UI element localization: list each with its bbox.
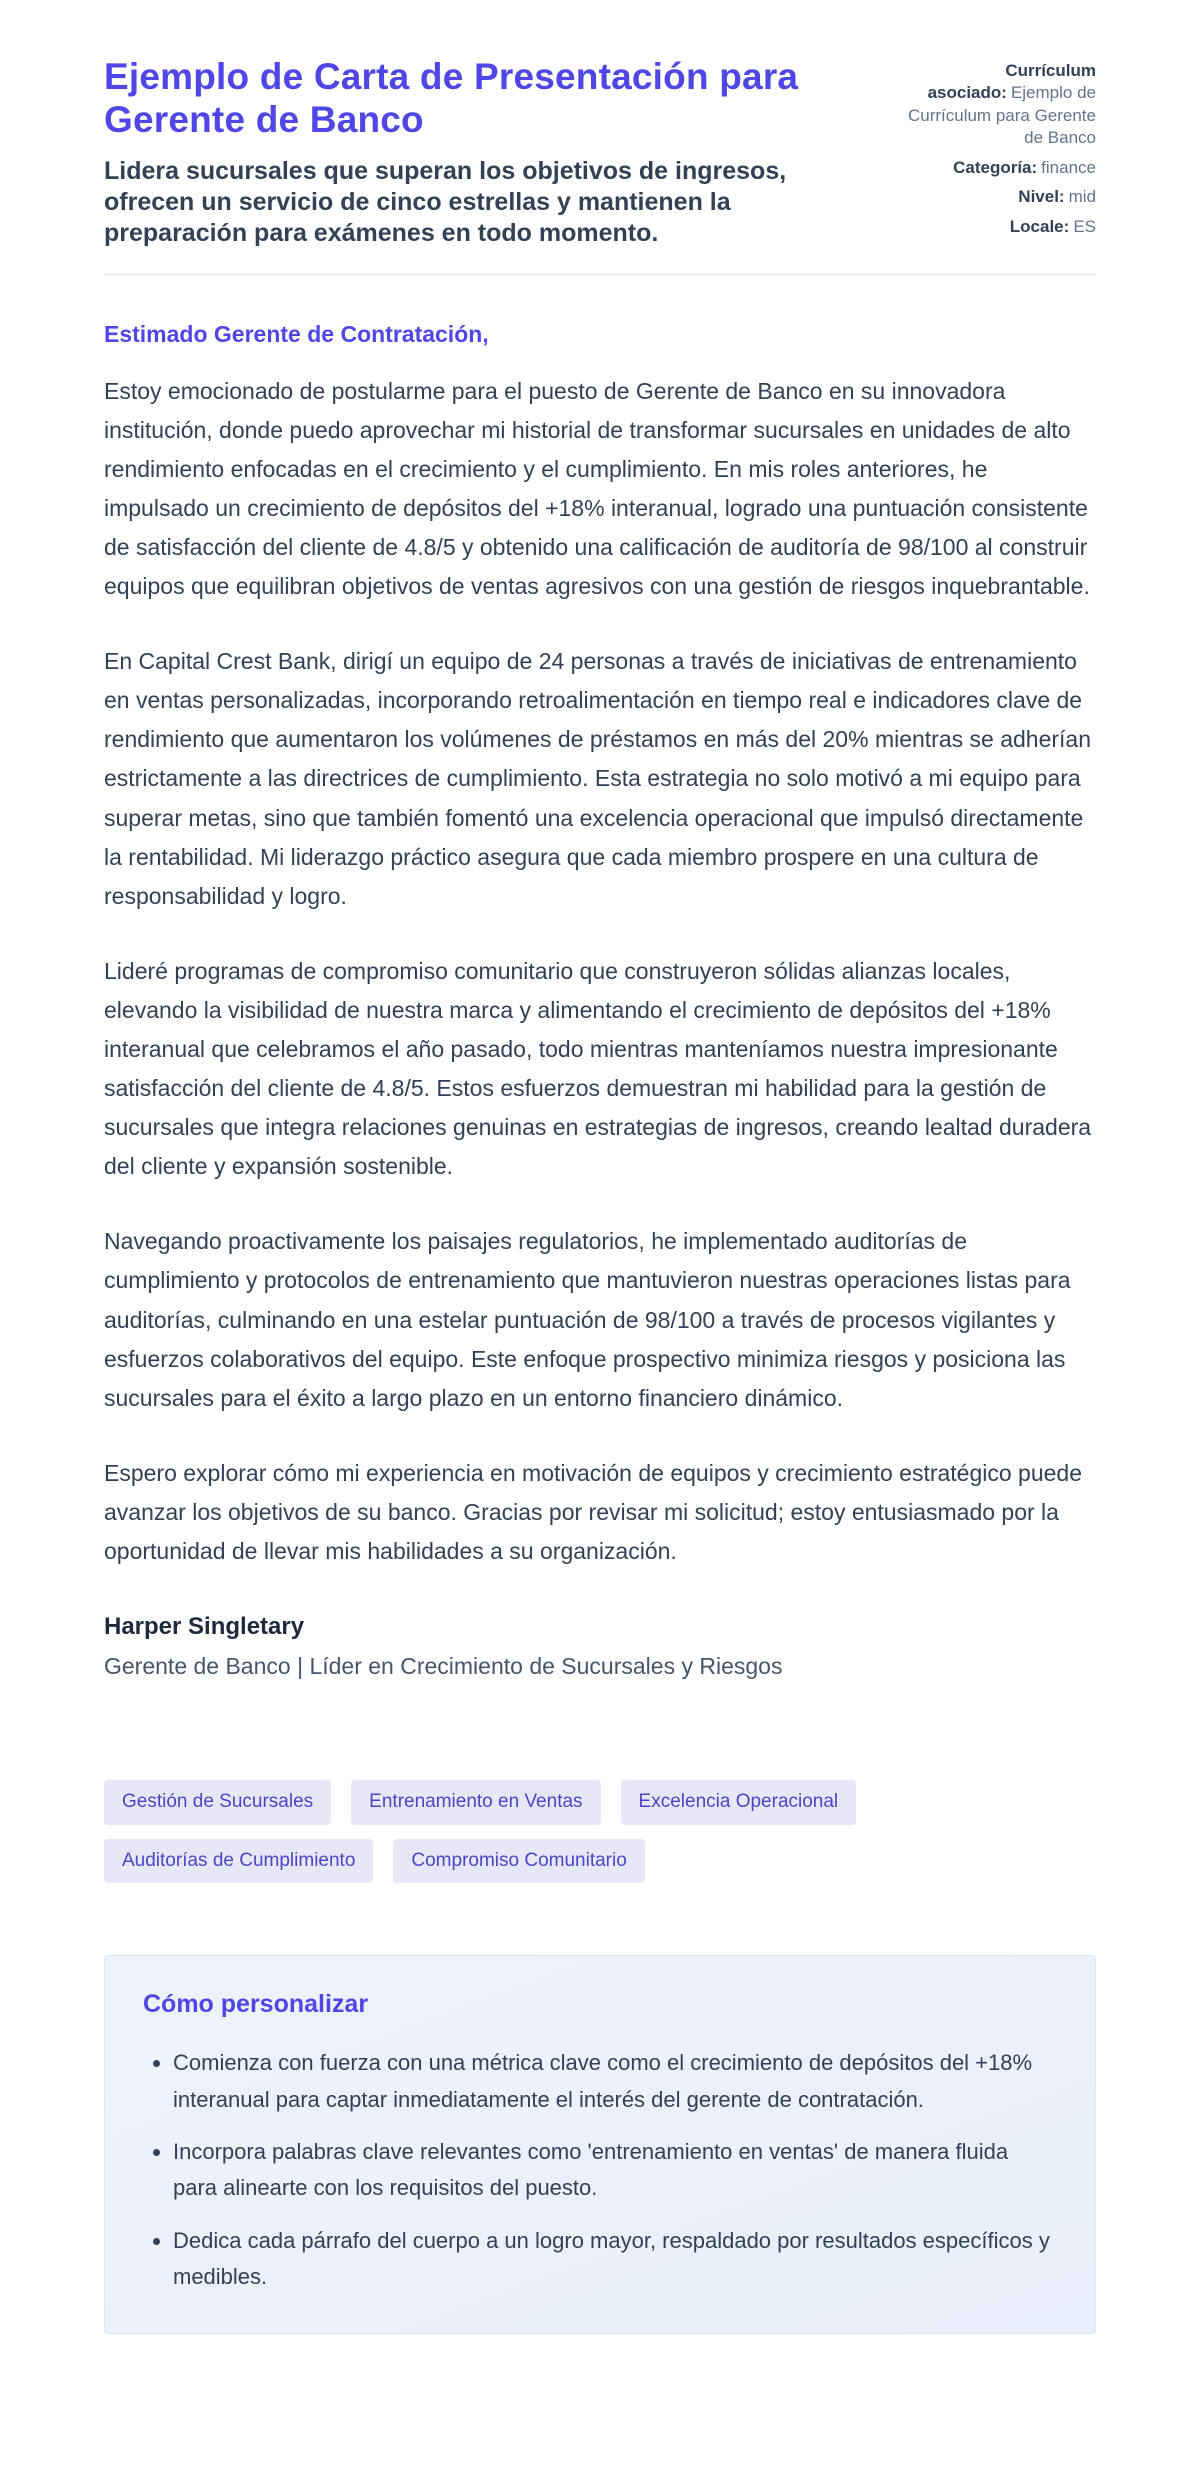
signature-name: Harper Singletary — [104, 1613, 305, 1641]
skill-tag: Auditorías de Cumplimiento — [104, 1839, 373, 1884]
cover-letter — [104, 275, 1096, 1681]
meta-value: finance — [1041, 157, 1096, 177]
meta-row-level — [901, 186, 1096, 208]
meta-row-resume — [901, 60, 1096, 150]
header-title-block — [104, 56, 894, 250]
tips-list — [143, 2045, 1057, 2295]
letter-paragraph: En Capital Crest Bank, dirigí un equipo de 24 personas a través de iniciativas de entrenamiento en ventas personalizadas, incorporando retroalimentación en tiempo real e indicadores clave de rendimiento que aumentaron los volúmenes de préstamos en más del 20% mientras se adherían estrictamente a las directrices de cumplimiento. Esta estrategia no solo motivó a mi equipo para superar metas, sino que también fomentó una excelencia operacional que impulsó directamente la rentabilidad. Mi liderazgo práctico asegura que cada miembro prospere en una cultura de responsabilidad y logro. — [104, 648, 1092, 909]
tips-box — [104, 1955, 1096, 2334]
tip-item: • Dedica cada párrafo del cuerpo a un logro mayor, respaldado por resultados específicos y medibles. — [173, 2223, 1057, 2296]
skill-tag: Entrenamiento en Ventas — [351, 1780, 600, 1825]
letter-greeting: Estimado Gerente de Contratación, — [104, 320, 489, 347]
skill-tag: Excelencia Operacional — [621, 1780, 857, 1825]
meta-block — [901, 56, 1096, 245]
letter-paragraph: Navegando proactivamente los paisajes regulatorios, he implementado auditorías de cumplimiento y protocolos de entrenamiento que mantuvieron nuestras operaciones listas para auditorías, culminando en una estelar puntuación de 98/100 a través de procesos vigilantes y esfuerzos colaborativos del equipo. Este enfoque prospectivo minimiza riesgos y posiciona las sucursales para el éxito a largo plazo en un entorno financiero dinámico. — [104, 1228, 1071, 1411]
skill-tag: Compromiso Comunitario — [393, 1839, 644, 1884]
letter-paragraph: Lideré programas de compromiso comunitario que construyeron sólidas alianzas locales, elevando la visibilidad de nuestra marca y alimentando el crecimiento de depósitos del +18% interanual que celebramos el año pasado, todo mientras manteníamos nuestra impresionante satisfacción del cliente de 4.8/5. Estos esfuerzos demuestran mi habilidad para la gestión de sucursales que integra relaciones genuinas en estrategias de ingresos, creando lealtad duradera del cliente y expansión sostenible. — [104, 957, 1092, 1180]
signature-role: Gerente de Banco | Líder en Crecimiento de Sucursales y Riesgos — [104, 1653, 783, 1680]
tags-list — [104, 1780, 864, 1883]
meta-value: mid — [1068, 187, 1096, 207]
page-container — [104, 0, 1096, 2406]
tip-item: • Incorpora palabras clave relevantes como 'entrenamiento en ventas' de manera fluida para alinearte con los requisitos del puesto. — [173, 2134, 1057, 2207]
signature-block — [104, 1613, 1096, 1680]
page-title: Ejemplo de Carta de Presentación para Gerente de Banco — [104, 56, 799, 140]
meta-label: Locale: — [1009, 216, 1070, 236]
meta-value: Ejemplo de Currículum para Gerente de Banco — [907, 83, 1096, 148]
page-subtitle: Lidera sucursales que superan los objetivos de ingresos, ofrecen un servicio de cinco estrellas y mantienen la preparación para exámenes en todo momento. — [104, 156, 787, 248]
meta-row-locale — [901, 216, 1096, 238]
meta-row-category — [901, 157, 1096, 179]
tips-title: Cómo personalizar — [143, 1990, 369, 2019]
skill-tag: Gestión de Sucursales — [104, 1780, 331, 1825]
letter-paragraph: Estoy emocionado de postularme para el puesto de Gerente de Banco en su innovadora institución, donde puedo aprovechar mi historial de transformar sucursales en unidades de alto rendimiento enfocadas en el crecimiento y el cumplimiento. En mis roles anteriores, he impulsado un crecimiento de depósitos del +18% interanual, logrado una puntuación consistente de satisfacción del cliente de 4.8/5 y obtenido una calificación de auditoría de 98/100 al construir equipos que equilibran objetivos de ventas agresivos con una gestión de riesgos inquebrantable. — [104, 377, 1090, 600]
tip-item: • Comienza con fuerza con una métrica clave como el crecimiento de depósitos del +18% interanual para captar inmediatamente el interés del gerente de contratación. — [173, 2045, 1057, 2118]
header — [104, 56, 1096, 250]
meta-label: Currículum asociado: — [927, 61, 1096, 103]
letter-paragraph: Espero explorar cómo mi experiencia en motivación de equipos y crecimiento estratégico puede avanzar los objetivos de su banco. Gracias por revisar mi solicitud; estoy entusiasmado por la oportunidad de llevar mis habilidades a su organización. — [104, 1459, 1083, 1564]
meta-value: ES — [1073, 216, 1096, 236]
meta-label: Categoría: — [953, 157, 1038, 177]
meta-label: Nivel: — [1018, 187, 1065, 207]
